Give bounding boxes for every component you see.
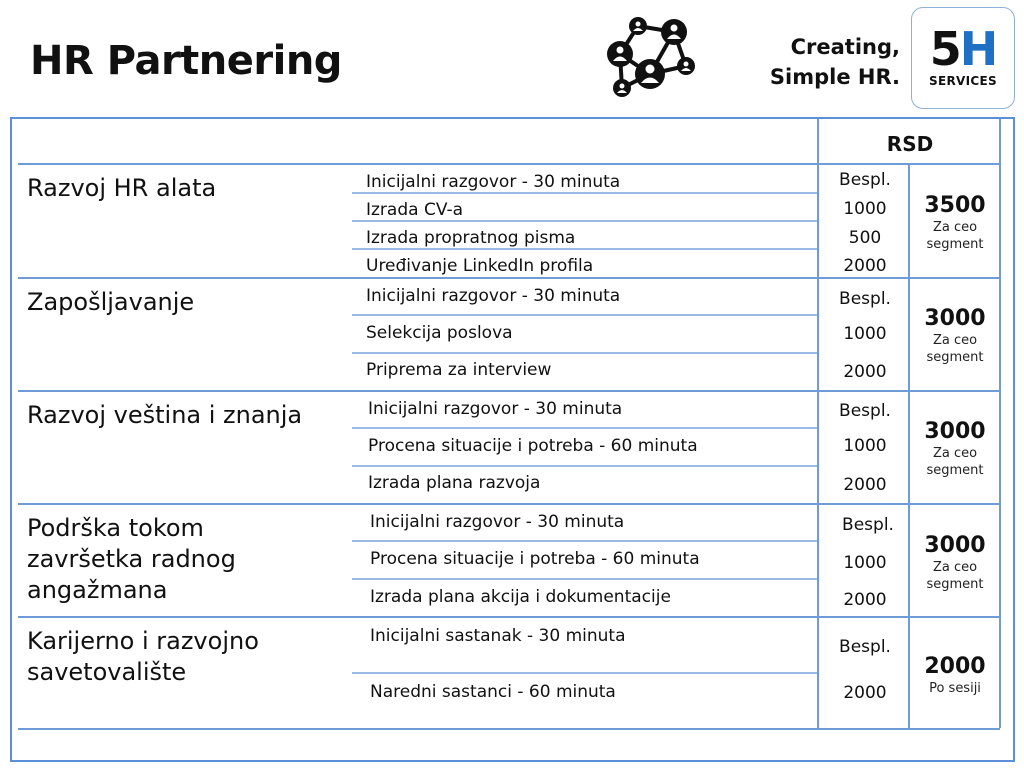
header-row-divider: [18, 163, 1000, 165]
service-item: Uređivanje LinkedIn profila: [366, 256, 594, 276]
segment-divider-4: [18, 616, 1000, 618]
segment-title-line: Razvoj veština i znanja: [27, 401, 303, 429]
segment-total-note: Za ceo: [932, 333, 978, 348]
segment-divider-2: [18, 390, 1000, 392]
segment-total-value: 3000: [924, 419, 986, 444]
segment-divider-3: [18, 503, 1000, 505]
segment-title: [27, 400, 302, 431]
service-item: Naredni sastanci - 60 minuta: [370, 682, 616, 702]
service-price: Bespl.: [842, 515, 894, 535]
service-price: Bespl.: [839, 289, 891, 309]
currency-header: RSD: [886, 132, 934, 156]
service-price: 1000: [843, 324, 887, 344]
segment-title: [27, 626, 259, 688]
segment-total: [910, 193, 1000, 253]
service-price: 1000: [843, 436, 887, 456]
segment-title: [27, 173, 216, 204]
service-price: 1000: [843, 199, 887, 219]
item-divider: [352, 578, 817, 580]
segment-total-note: Za ceo: [932, 220, 978, 235]
item-divider: [352, 465, 817, 467]
segment-total-note: segment: [926, 463, 984, 478]
service-price: 2000: [843, 475, 887, 495]
segment-total-note: Po sesiji: [929, 681, 981, 696]
segment-divider-1: [18, 277, 1000, 279]
service-price: Bespl.: [839, 170, 891, 190]
company-logo: [911, 7, 1015, 109]
tagline-line-2: Simple HR.: [769, 65, 900, 89]
service-item: Selekcija poslova: [366, 323, 513, 343]
item-divider: [352, 314, 817, 316]
segment-title: [27, 513, 236, 606]
tagline: [770, 32, 900, 92]
segment-total: [910, 306, 1000, 366]
table-bottom-line: [18, 728, 1000, 730]
segment-title-line: savetovalište: [27, 658, 187, 686]
logo-mark-letter: H: [959, 22, 997, 76]
segment-total-note: segment: [926, 577, 984, 592]
network-people-icon: [598, 12, 698, 100]
segment-title-line: Karijerno i razvojno: [27, 627, 259, 655]
service-price: 2000: [843, 256, 887, 276]
segment-total-value: 3000: [924, 306, 986, 331]
service-price: Bespl.: [839, 401, 891, 421]
service-item: Inicijalni razgovor - 30 minuta: [368, 399, 623, 419]
tagline-line-1: Creating,: [790, 35, 900, 59]
service-price: 1000: [843, 553, 887, 573]
segment-total: [910, 533, 1000, 593]
segment-total-value: 3500: [924, 193, 986, 218]
item-divider: [352, 540, 817, 542]
segment-total: [910, 654, 1000, 697]
service-item: Procena situacije i potreba - 60 minuta: [370, 549, 700, 569]
segment-title-line: angažmana: [27, 576, 168, 604]
service-item: Inicijalni razgovor - 30 minuta: [366, 286, 621, 306]
service-item: Izrada plana razvoja: [368, 473, 541, 493]
item-divider: [352, 192, 817, 194]
item-divider: [352, 220, 817, 222]
service-item: Izrada CV-a: [366, 200, 464, 220]
segment-title: [27, 287, 194, 318]
service-price: 500: [848, 228, 882, 248]
segment-total-note: Za ceo: [932, 560, 978, 575]
page-title: HR Partnering: [30, 38, 342, 84]
segment-total-note: segment: [926, 350, 984, 365]
segment-total-value: 2000: [924, 654, 986, 679]
segment-title-line: Podrška tokom: [27, 514, 204, 542]
item-divider: [352, 352, 817, 354]
item-divider: [352, 427, 817, 429]
logo-subtitle: SERVICES: [929, 74, 997, 88]
segment-total-value: 3000: [924, 533, 986, 558]
logo-mark: [912, 24, 1014, 74]
segment-title-line: Zapošljavanje: [27, 288, 195, 316]
segment-total-note: segment: [926, 237, 984, 252]
segment-total-note: Za ceo: [932, 446, 978, 461]
service-item: Izrada propratnog pisma: [366, 228, 576, 248]
segment-title-line: završetka radnog: [27, 545, 236, 573]
service-price: 2000: [843, 362, 887, 382]
service-item: Inicijalni razgovor - 30 minuta: [370, 512, 625, 532]
service-item: Procena situacije i potreba - 60 minuta: [368, 436, 698, 456]
service-price: 2000: [843, 590, 887, 610]
service-item: Inicijalni sastanak - 30 minuta: [370, 626, 626, 646]
item-divider: [352, 672, 817, 674]
service-item: Priprema za interview: [366, 360, 552, 380]
service-price: 2000: [843, 683, 887, 703]
segment-total: [910, 419, 1000, 479]
item-divider: [352, 248, 817, 250]
service-price: Bespl.: [839, 637, 891, 657]
service-item: Izrada plana akcija i dokumentacije: [370, 587, 671, 607]
segment-title-line: Razvoj HR alata: [27, 174, 217, 202]
logo-mark-number: 5: [929, 22, 960, 76]
service-item: Inicijalni razgovor - 30 minuta: [366, 172, 621, 192]
col-divider-price: [817, 119, 819, 728]
